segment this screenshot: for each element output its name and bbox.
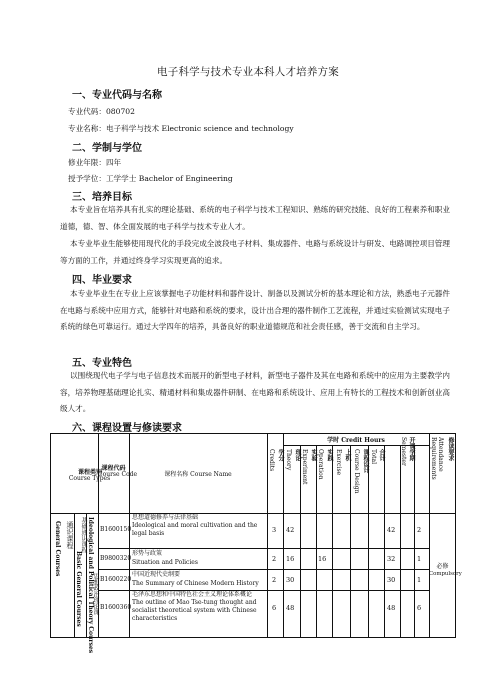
course-name-en: Situation and Policies [132,559,198,566]
major-name: 专业名称：电子科学与技术 Electronic science and technology [68,124,294,133]
course-code: B9800320 [100,555,132,562]
course-name [132,570,265,588]
category-sub2-cn: 思想政治理论课 [92,573,99,615]
requirement-cn: 必修 [436,563,449,570]
course-name-cn: 中国近现代史纲要 [132,571,181,578]
credits: 6 [272,604,277,612]
category-sub2-en: Ideological and Political Theory Courses [87,517,94,654]
semester: 2 [417,526,422,534]
course-name-en: The outline of Mao Tse-tung thought and socialist theoretical system with Chinese characteristics [132,599,257,622]
header-category-cn: 课程类别 [77,469,102,476]
header-design-cn: 课程设计 [362,449,369,473]
header-operation-cn: 实践 [326,449,333,461]
course-name-cn: 思想道德修养与法律基础 [132,514,199,521]
degree: 授予学位：工学学士 Bachelor of Engineering [68,174,233,183]
total-hours: 42 [387,526,396,534]
course-name-en: Ideological and moral cultivation and the legal basis [132,522,258,537]
credits: 3 [272,526,277,534]
study-duration: 修业年限：四年 [68,158,122,167]
course-table [50,433,462,654]
section-6-heading: 六、课程设置与修读要求 [72,423,182,434]
header-category-en: Course Types [68,475,111,482]
course-name-en: The Summary of Chinese Modern History [132,580,259,587]
document-title: 电子科学与技术专业本科人才培养方案 [157,66,339,78]
section-5-heading: 五、专业特色 [72,358,132,369]
header-experiment-en: Experiment [301,449,308,485]
theory-hours: 42 [286,526,295,534]
requirements-paragraph: 本专业毕业生在专业上应该掌握电子功能材料和器件设计、制备以及测试分析的基本理论和方法，熟悉电子元器件在电路与系统中应用方式，能够针对电路和系统的要求，设计出合理的器件制作工艺流程，并通过实验测试实现电子系统的绿色可靠运行。通过大学四年的培养，具备良好的职业道德规范和社会责任感，善于交流和自主学习。 [60,289,450,332]
objective-paragraph-2: 本专业毕业生能够使用现代化的手段完成全波段电子材料、集成器件、电路与系统设计与研发、电路调控项目管理等方面的工作，并通过终身学习实现更高的追求。 [60,239,450,265]
semester: 1 [417,576,422,584]
category-sub1-cn: 基础通识课程 [80,517,87,553]
section-1-heading: 一、专业代码与名称 [72,90,162,101]
course-name [132,514,265,538]
objective-paragraph-1: 本专业旨在培养具有扎实的理论基础、系统的电子科学与技术工程知识、熟练的研究技能、良好的工程素养和职业道德，德、智、体全面发展的电子科学与技术专业人才。 [60,205,450,231]
features-paragraph: 以围绕现代电子学与电子信息技术而展开的新型电子材料，新型电子器件及其在电路和系统中的应用为主要教学内容，培养物理基础理论扎实、精通材料和集成器件研制、在电路和系统设计、应用上有特长的工程技术和创新创业高级人才。 [60,371,450,414]
course-code: B1600150 [100,526,132,533]
header-exercise-en: Exercise [335,449,342,476]
category-main-en: General Courses [54,521,61,577]
header-hours: 学时 Credit Hours [327,437,385,444]
credits: 2 [272,576,277,584]
semester: 1 [417,555,422,563]
header-code-en: Course Code [98,471,138,478]
header-operation-en: Operation [317,449,324,480]
header-theory-cn: 理论 [294,449,301,461]
header-requirements-en: Attendance Requirements [430,437,444,480]
semester: 6 [417,604,422,612]
header-credits-cn: 学分 [277,449,284,461]
total-hours: 32 [387,555,396,563]
credits: 2 [272,555,277,563]
header-semester-cn: 开课学期 [408,437,415,461]
header-total-cn: 合计 [378,449,385,461]
header-experiment-cn: 实验 [310,449,317,461]
header-theory-en: Theory [285,449,292,471]
section-4-heading: 四、毕业要求 [72,275,132,286]
category-sub1-en: Basic General Courses [75,551,82,627]
experiment-hours: 16 [318,555,327,563]
section-3-heading: 三、培养目标 [72,192,132,203]
header-credits-en: Credits [268,449,275,472]
major-code: 专业代码：080702 [68,107,135,116]
total-hours: 30 [387,576,396,584]
header-design-en: Course Design [353,449,360,494]
course-code: B1600220 [100,576,132,583]
course-name [132,591,265,623]
header-semester-en: Semester [400,437,407,466]
total-hours: 48 [387,604,396,612]
theory-hours: 48 [286,604,295,612]
course-name-cn: 形势与政策 [132,550,163,557]
requirement-en: Compulsory [429,571,462,577]
course-code: B1600360 [100,604,132,611]
section-2-heading: 二、学制与学位 [72,143,142,154]
theory-hours: 16 [286,555,295,563]
course-name [132,549,265,567]
header-total-en: Total [370,449,377,465]
header-requirements-cn: 修读要求 [447,437,454,461]
category-main-cn: 通识课程 [66,521,74,549]
header-code-cn: 课程代码 [101,465,126,472]
theory-hours: 30 [286,576,295,584]
header-course-name: 课程名称 Course Name [164,471,232,478]
course-name-cn: 毛泽东思想和中国特色社会主义理论体系概论 [132,591,253,598]
header-exercise-cn: 上机 [344,449,351,461]
